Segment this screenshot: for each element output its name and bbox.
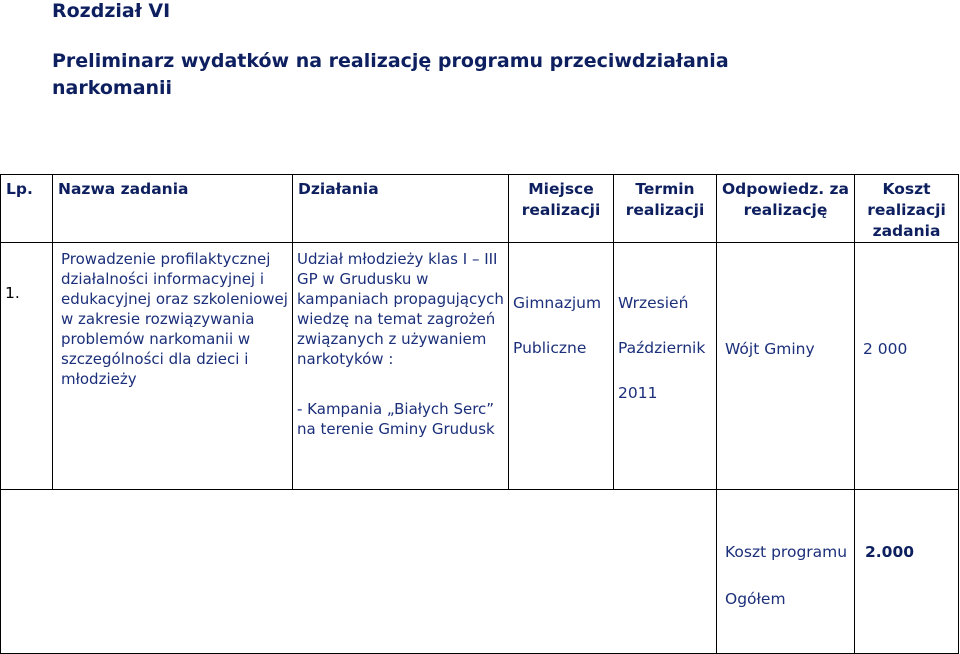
header-lp: Lp. <box>1 175 53 243</box>
row-number: 1. <box>5 284 20 302</box>
place-line-2: Publiczne <box>513 339 587 357</box>
header-cost: Koszt realizacji zadania <box>855 175 959 243</box>
header-place: Miejsce realizacji <box>509 175 614 243</box>
cell-term <box>614 243 717 490</box>
cell-place <box>509 243 614 490</box>
cell-total-value <box>855 490 959 654</box>
term-line-2: Październik <box>618 339 706 357</box>
chapter-title: Rozdział VI <box>52 0 171 22</box>
cell-cost <box>855 243 959 490</box>
table-header-row <box>1 175 959 243</box>
header-actions: Działania <box>293 175 509 243</box>
header-term: Termin realizacji <box>614 175 717 243</box>
total-empty-cell <box>1 490 717 654</box>
table-row <box>1 243 959 490</box>
action-campaign: - Kampania „Białych Serc” na terenie Gminy Grudusk <box>297 400 495 438</box>
document-title: Preliminarz wydatków na realizację programu przeciwdziałania narkomanii <box>52 50 729 99</box>
cost-value: 2 000 <box>863 340 908 358</box>
header-responsible: Odpowiedz. za realizację <box>717 175 855 243</box>
cell-lp <box>1 243 53 490</box>
total-row <box>1 490 959 654</box>
term-line-1: Wrzesień <box>618 294 689 312</box>
header-task-name: Nazwa zadania <box>53 175 293 243</box>
responsible-value: Wójt Gminy <box>725 340 815 358</box>
total-value: 2.000 <box>865 543 915 561</box>
total-label-line-1: Koszt programu <box>725 543 848 561</box>
action-description: Udział młodzieży klas I – III GP w Grudusku w kampaniach propagujących wiedzę na temat zagrożeń związanych z używaniem narkotyków : <box>297 250 504 368</box>
task-name: Prowadzenie profilaktycznej działalności informacyjnej i edukacyjnej oraz szkoleniowej w zakresie rozwiązywania problemów narkomanii w szczególności dla dzieci i młodzieży <box>61 250 288 388</box>
cell-task-name <box>53 243 293 490</box>
term-line-3: 2011 <box>618 384 658 402</box>
cell-total-label <box>717 490 855 654</box>
total-label-line-2: Ogółem <box>725 590 786 608</box>
place-line-1: Gimnazjum <box>513 294 602 312</box>
cell-actions <box>293 243 509 490</box>
expense-table <box>0 174 959 654</box>
cell-responsible <box>717 243 855 490</box>
